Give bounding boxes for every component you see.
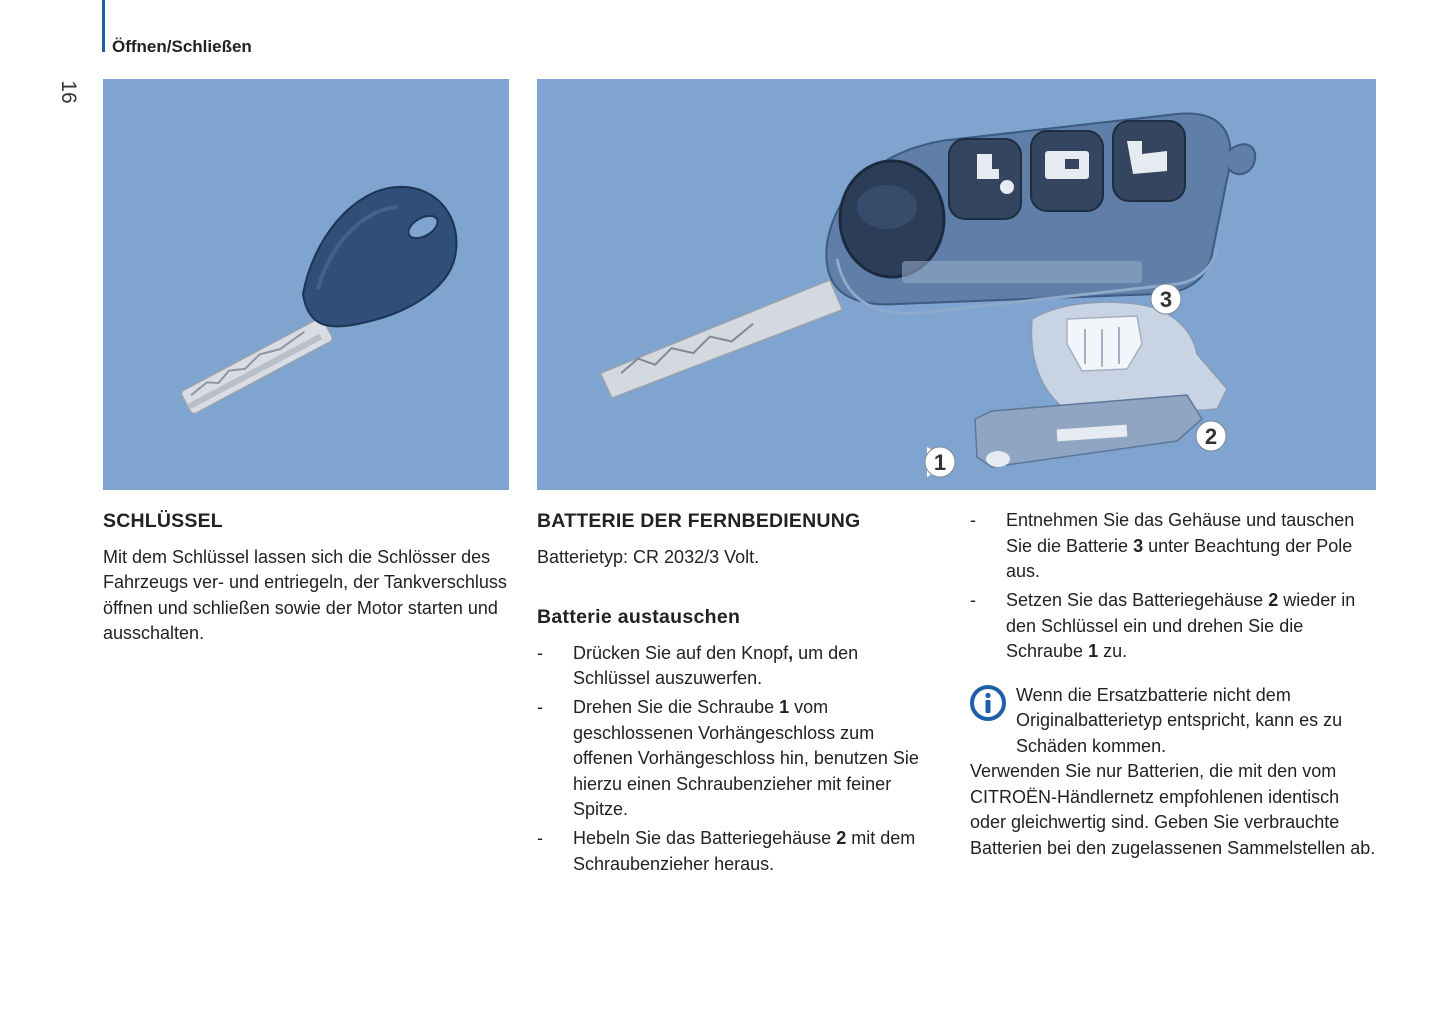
header-accent-bar <box>102 0 105 52</box>
battery-section-continued <box>970 508 1380 861</box>
list-item: - Entnehmen Sie das Gehäuse und tauschen Sie die Batterie 3 unter Beachtung der Pole aus. <box>970 510 1355 581</box>
svg-text:3: 3 <box>1159 287 1173 312</box>
list-item: - Setzen Sie das Batteriegehäuse 2 wieder in den Schlüssel ein und drehen Sie die Schraube 1 zu. <box>970 590 1356 661</box>
remote-key-blade <box>592 279 850 400</box>
remote-key-illustration <box>537 79 1376 490</box>
key-section-text: Mit dem Schlüssel lassen sich die Schlösser des Fahrzeugs ver- und entriegeln, der Tankverschluss öffnen und schließen sowie der Motor starten und ausschalten. <box>103 546 507 643</box>
battery-replace-subtitle: Batterie austauschen <box>537 606 741 628</box>
battery-disposal-text: Verwenden Sie nur Batterien, die mit den vom CITROËN-Händlernetz empfohlenen identisch oder gleichwertig sind. Geben Sie verbrauchte Batterien bei den zugelassenen Sammelstellen ab. <box>970 761 1376 858</box>
battery-type-text: Batterietyp: CR 2032/3 Volt. <box>537 546 760 567</box>
callout-3 <box>1151 284 1181 314</box>
battery-section <box>537 509 937 881</box>
info-icon <box>970 685 1006 721</box>
battery-parts <box>975 302 1227 467</box>
svg-text:1: 1 <box>933 450 947 475</box>
battery-steps-list <box>537 641 937 878</box>
page-number: 16 <box>57 80 80 104</box>
list-item: - Hebeln Sie das Batteriegehäuse 2 mit dem Schraubenzieher heraus. <box>537 828 916 874</box>
battery-steps-list-continued <box>970 508 1380 665</box>
battery-section-title: BATTERIE DER FERNBEDIENUNG <box>537 510 861 532</box>
key-blade <box>180 317 333 415</box>
list-item: - Drücken Sie auf den Knopf, um den Schlüssel auszuwerfen. <box>537 642 859 688</box>
section-title: Öffnen/Schließen <box>112 37 252 56</box>
key-illustration <box>103 79 509 490</box>
key-head <box>303 187 456 327</box>
remote-key-body <box>826 113 1255 313</box>
info-note-text: Wenn die Ersatzbatterie nicht dem Originalbatterietyp entspricht, kann es zu Schäden kommen. <box>1016 684 1343 756</box>
callout-1 <box>925 447 955 477</box>
list-item: - Drehen Sie die Schraube 1 vom geschlossenen Vorhängeschloss zum offenen Vorhängeschloss hin, benutzen Sie hierzu einen Schraubenzieher mit feiner Spitze. <box>537 697 919 819</box>
callout-2 <box>1196 421 1226 451</box>
svg-text:2: 2 <box>1204 424 1218 449</box>
info-note <box>970 683 1380 760</box>
key-section <box>103 509 513 647</box>
key-section-title: SCHLÜSSEL <box>103 510 223 532</box>
